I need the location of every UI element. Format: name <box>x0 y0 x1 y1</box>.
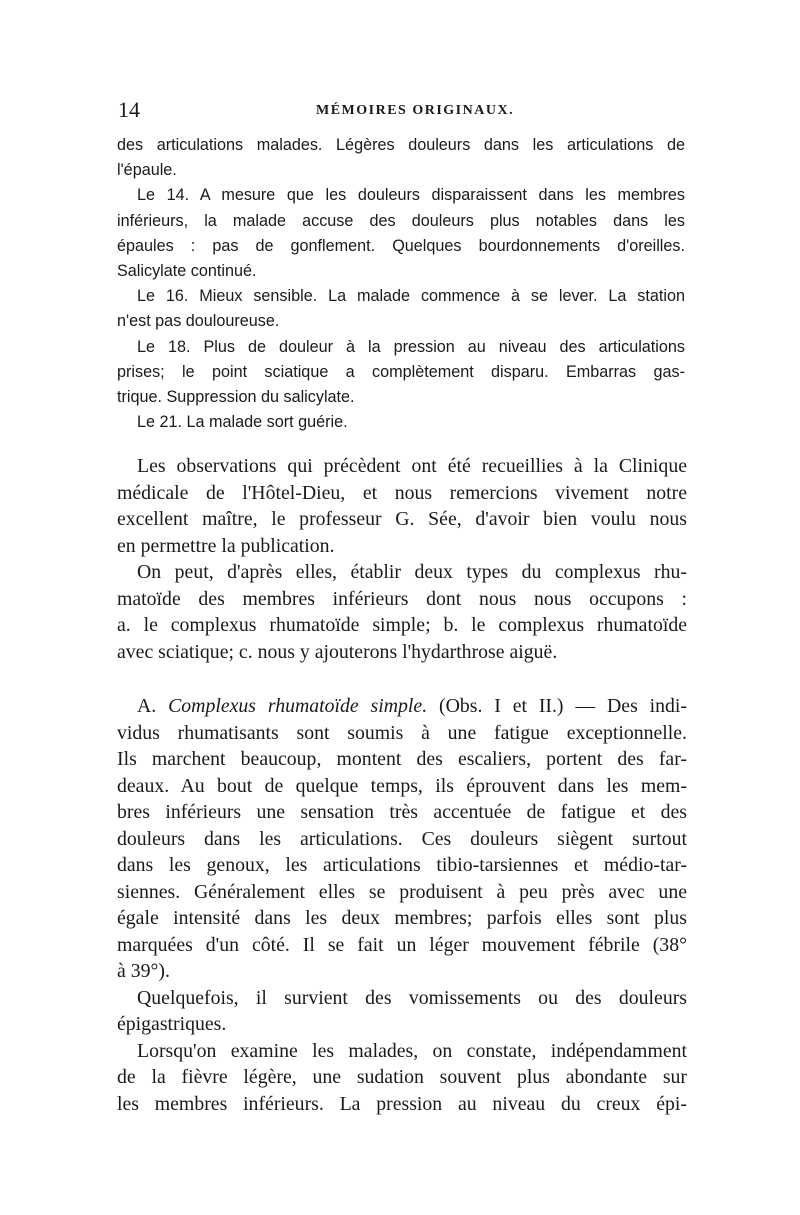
text-line: On peut, d'après elles, établir deux types du complexus rhu- <box>137 561 687 583</box>
text-line: des articulations malades. Légères douleurs dans les articulations de <box>117 136 685 154</box>
section-first-line-rest: Des indi- <box>607 695 687 717</box>
text-line: Salicylate continué. <box>117 262 257 281</box>
text-line: prises; le point sciatique a complètement disparu. Embarras gas- <box>117 362 685 381</box>
section-a-heading-line <box>117 693 687 720</box>
text-line: n'est pas douloureuse. <box>117 312 280 331</box>
text-line: excellent maître, le professeur G. Sée, d'avoir bien voulu nous <box>117 508 687 530</box>
text-line: marquées d'un côté. Il se fait un léger mouvement fébrile (38° <box>117 933 687 956</box>
text-line: Le 16. Mieux sensible. La malade commence à se lever. La station <box>137 287 685 306</box>
text-line: trique. Suppression du salicylate. <box>117 388 355 407</box>
text-line: en permettre la publication. <box>117 534 335 557</box>
text-line: Lorsqu'on examine les malades, on constate, indépendamment <box>137 1039 687 1062</box>
section-reference: (Obs. I et II.) — <box>439 695 596 717</box>
text-line: à 39°). <box>117 960 170 982</box>
text-line: douleurs dans les articulations. Ces douleurs siègent surtout <box>117 827 687 850</box>
text-line: médicale de l'Hôtel-Dieu, et nous remercions vivement notre <box>117 481 687 504</box>
text-line: dans les genoux, les articulations tibio-tarsiennes et médio-tar- <box>117 854 687 876</box>
text-line: vidus rhumatisants sont soumis à une fatigue exceptionnelle. <box>117 721 687 744</box>
section-label: A. <box>137 695 157 717</box>
text-line: avec sciatique; c. nous y ajouterons l'hydarthrose aiguë. <box>117 640 558 663</box>
text-line: Quelquefois, il survient des vomissements ou des douleurs <box>137 986 687 1009</box>
text-line: Les observations qui précèdent ont été recueillies à la Clinique <box>137 455 687 477</box>
section-gap <box>117 665 687 693</box>
text-line: inférieurs, la malade accuse des douleurs plus notables dans les <box>117 211 685 230</box>
text-line: égale intensité dans les deux membres; parfois elles sont plus <box>117 907 687 929</box>
text-line: deaux. Au bout de quelque temps, ils éprouvent dans les mem- <box>117 774 687 797</box>
text-line: Le 14. A mesure que les douleurs disparaissent dans les membres <box>137 186 685 205</box>
text-line: matoïde des membres inférieurs dont nous nous occupons : <box>117 587 687 610</box>
observation-notes <box>117 133 685 435</box>
text-line: l'épaule. <box>117 161 177 180</box>
main-text <box>117 453 687 1117</box>
text-line: de la fièvre légère, une sudation souvent plus abondante sur <box>117 1066 687 1088</box>
page-header <box>118 97 688 127</box>
running-head: MÉMOIRES ORIGINAUX. <box>316 103 515 118</box>
text-line: les membres inférieurs. La pression au niveau du creux épi- <box>117 1092 687 1115</box>
text-line: Le 21. La malade sort guérie. <box>137 413 348 432</box>
text-line: bres inférieurs une sensation très accentuée de fatigue et des <box>117 801 687 823</box>
text-line: Le 18. Plus de douleur à la pression au niveau des articulations <box>137 337 685 356</box>
text-line: a. le complexus rhumatoïde simple; b. le complexus rhumatoïde <box>117 614 687 636</box>
text-line: épaules : pas de gonflement. Quelques bourdonnements d'oreilles. <box>117 236 685 255</box>
text-line: siennes. Généralement elles se produisent à peu près avec une <box>117 880 687 903</box>
page-number: 14 <box>118 97 140 122</box>
text-line: épigastriques. <box>117 1013 227 1035</box>
section-title: Complexus rhumatoïde simple. <box>168 695 428 717</box>
text-line: Ils marchent beaucoup, montent des escaliers, portent des far- <box>117 748 687 770</box>
